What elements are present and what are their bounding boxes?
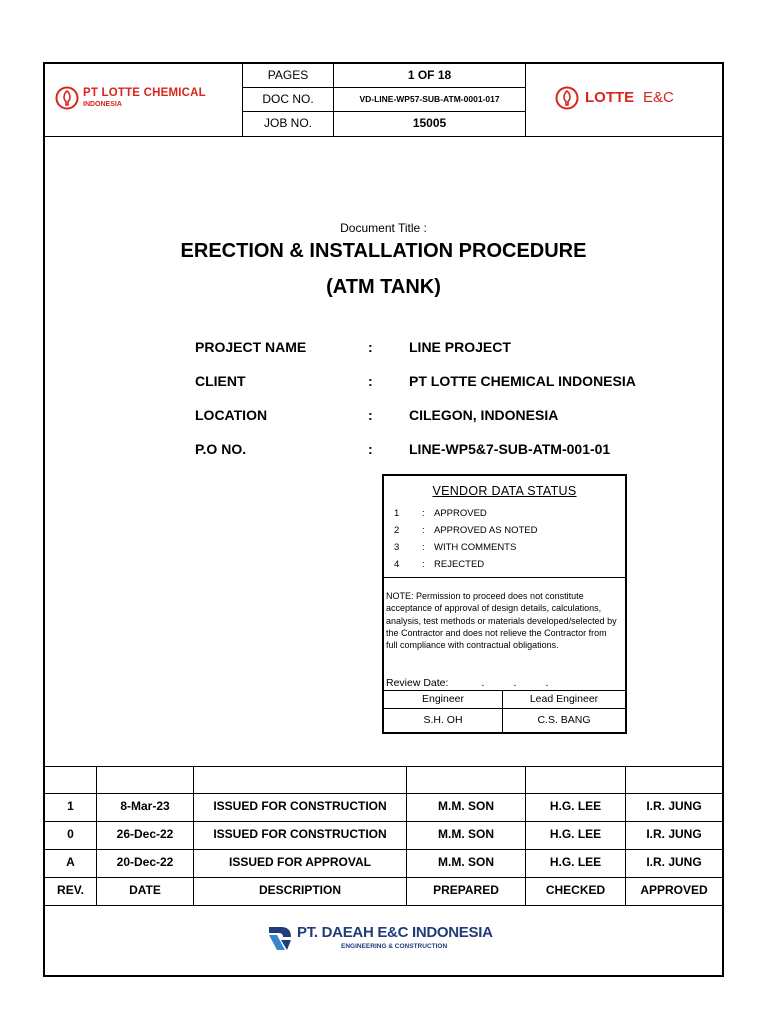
document-title-line2: (ATM TANK)	[326, 276, 441, 298]
header-block	[45, 64, 722, 137]
review-date-value: . . .	[481, 677, 549, 689]
info-label: PROJECT NAME	[195, 339, 307, 355]
checked-header: CHECKED	[545, 883, 606, 897]
info-colon: :	[368, 441, 373, 457]
engineer-name: S.H. OH	[423, 714, 463, 726]
job-no-label: JOB NO.	[263, 116, 312, 130]
status-number: 3	[394, 542, 400, 553]
rev-cell: 1	[67, 799, 74, 813]
doc-no-value: VD-LINE-WP57-SUB-ATM-0001-017	[359, 94, 500, 104]
job-no-value: 15005	[412, 116, 447, 130]
approved-cell: I.R. JUNG	[646, 799, 702, 813]
info-value: CILEGON, INDONESIA	[409, 407, 559, 423]
prepared-header: PREPARED	[433, 883, 499, 897]
status-colon: :	[422, 525, 425, 536]
contractor-name-primary: LOTTE	[585, 89, 635, 106]
pages-value: 1 OF 18	[407, 68, 452, 82]
footer-company-logo	[267, 922, 493, 956]
info-value: LINE-WP5&7-SUB-ATM-001-01	[409, 441, 611, 457]
status-option	[394, 508, 487, 519]
divider	[384, 708, 625, 709]
pages-label: PAGES	[267, 68, 309, 82]
checked-cell: H.G. LEE	[549, 827, 602, 841]
review-date-label: Review Date:	[386, 677, 449, 689]
status-option	[394, 559, 484, 570]
document-title-line1: ERECTION & INSTALLATION PROCEDURE	[180, 240, 587, 262]
date-cell: 20-Dec-22	[116, 855, 174, 869]
status-option	[394, 525, 537, 536]
doc-no-label: DOC NO.	[262, 92, 314, 106]
contractor-name-secondary: E&C	[643, 89, 674, 106]
info-value: LINE PROJECT	[409, 339, 511, 355]
status-text: APPROVED	[434, 508, 487, 519]
info-colon: :	[368, 339, 373, 355]
status-number: 1	[394, 508, 400, 519]
divider	[45, 793, 722, 794]
info-label: CLIENT	[195, 373, 246, 389]
approved-cell: I.R. JUNG	[646, 855, 702, 869]
divider	[45, 821, 722, 822]
status-option	[394, 542, 516, 553]
divider	[242, 111, 525, 112]
info-colon: :	[368, 407, 373, 423]
status-text: REJECTED	[434, 559, 485, 570]
description-header: DESCRIPTION	[258, 883, 341, 897]
info-label: LOCATION	[195, 407, 268, 423]
info-colon: :	[368, 373, 373, 389]
date-cell: 8-Mar-23	[120, 799, 170, 813]
divider	[384, 577, 625, 578]
rev-cell: 0	[67, 827, 74, 841]
lead-engineer-name: C.S. BANG	[537, 714, 591, 726]
vendor-status-note: NOTE: Permission to proceed does not constitute acceptance of approval of design details, calculations, analysis, test methods or materials developed/selected by the Contractor and does not relieve the Contractor from full compliance with contractual obligations.	[386, 591, 617, 651]
checked-cell: H.G. LEE	[549, 855, 602, 869]
description-cell: ISSUED FOR CONSTRUCTION	[213, 827, 387, 841]
status-number: 2	[394, 525, 400, 536]
contractor-logo	[555, 86, 705, 114]
status-colon: :	[422, 559, 425, 570]
divider	[45, 905, 722, 906]
client-logo	[55, 86, 235, 114]
divider	[242, 87, 525, 88]
lotte-emblem-icon	[55, 86, 79, 110]
checked-cell: H.G. LEE	[549, 799, 602, 813]
review-date	[386, 677, 548, 689]
rev-cell: A	[66, 855, 75, 869]
daeah-emblem-icon	[267, 924, 295, 952]
divider	[45, 766, 722, 767]
vendor-status-title: VENDOR DATA STATUS	[432, 484, 577, 498]
info-value: PT LOTTE CHEMICAL INDONESIA	[409, 373, 636, 389]
info-label: P.O NO.	[195, 441, 247, 457]
date-header: DATE	[129, 883, 161, 897]
status-colon: :	[422, 508, 425, 519]
document-title-label: Document Title :	[340, 221, 427, 235]
client-company-country: INDONESIA	[83, 101, 122, 108]
document-frame	[43, 62, 724, 977]
vendor-data-status-box	[382, 474, 627, 734]
approved-header: APPROVED	[640, 883, 708, 897]
divider	[45, 849, 722, 850]
approved-cell: I.R. JUNG	[646, 827, 702, 841]
description-cell: ISSUED FOR CONSTRUCTION	[213, 799, 387, 813]
status-number: 4	[394, 559, 400, 570]
prepared-cell: M.M. SON	[438, 799, 494, 813]
divider	[525, 64, 526, 136]
prepared-cell: M.M. SON	[438, 855, 494, 869]
footer-company-tagline: ENGINEERING & CONSTRUCTION	[341, 943, 448, 950]
lead-engineer-label: Lead Engineer	[529, 693, 599, 705]
status-colon: :	[422, 542, 425, 553]
client-company-name: PT LOTTE CHEMICAL	[83, 87, 206, 99]
description-cell: ISSUED FOR APPROVAL	[228, 855, 371, 869]
lotte-emblem-icon	[555, 86, 579, 110]
divider	[384, 690, 625, 691]
prepared-cell: M.M. SON	[438, 827, 494, 841]
divider	[45, 877, 722, 878]
footer-company-name: PT. DAEAH E&C INDONESIA	[297, 924, 493, 941]
engineer-label: Engineer	[421, 693, 465, 705]
rev-header: REV.	[57, 883, 84, 897]
status-text: WITH COMMENTS	[434, 542, 517, 553]
status-text: APPROVED AS NOTED	[434, 525, 538, 536]
date-cell: 26-Dec-22	[116, 827, 174, 841]
